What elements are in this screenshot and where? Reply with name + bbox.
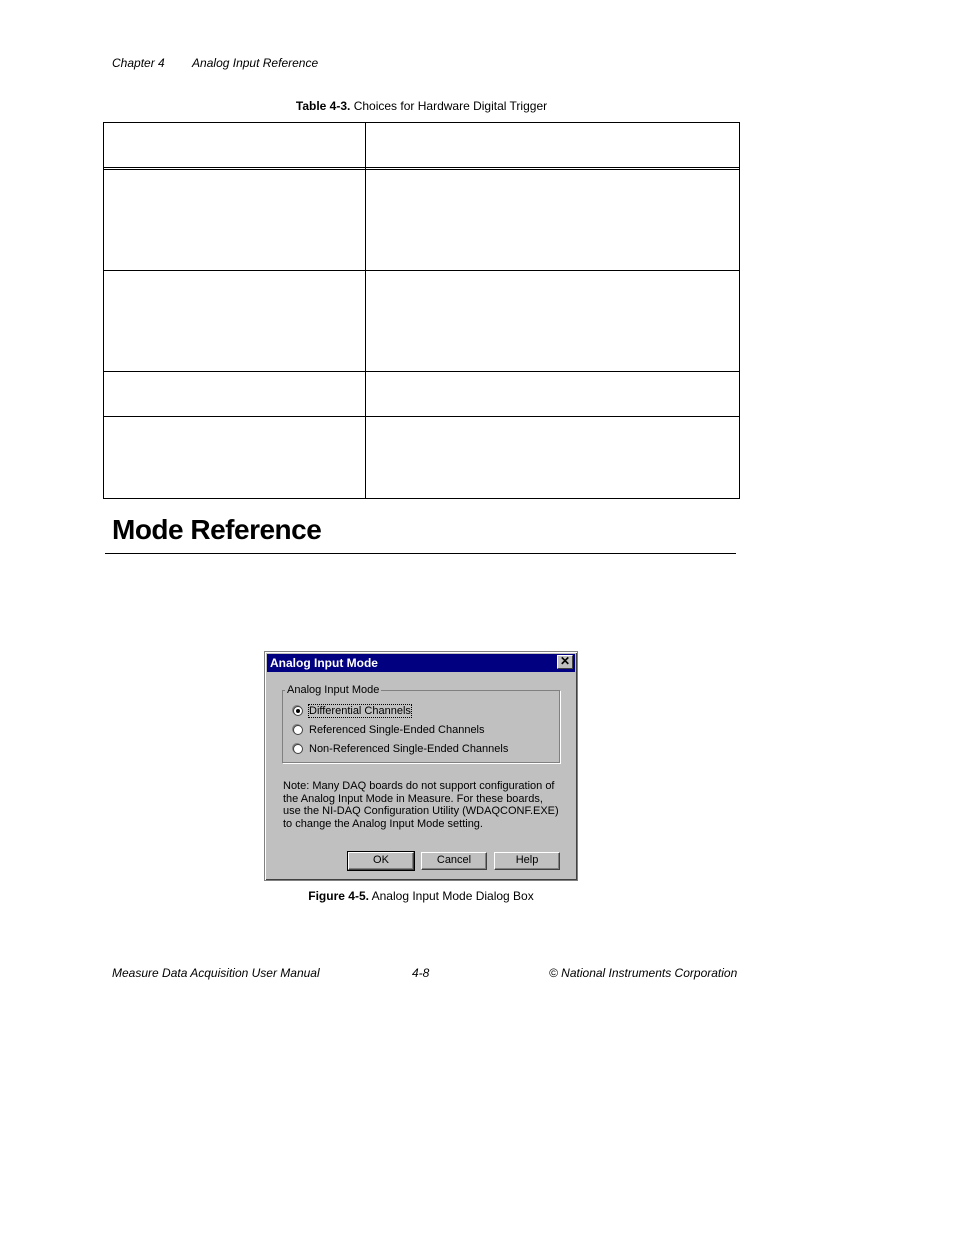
cancel-button[interactable]: Cancel [421,852,487,870]
table-row-divider [104,416,739,417]
footer-page-number: 4-8 [412,966,430,980]
section-title: Mode Reference [112,514,322,545]
footer-manual-title: Measure Data Acquisition User Manual [112,966,320,980]
table-header-divider [104,167,739,170]
radio-selected-icon[interactable] [293,706,303,716]
chapter-title: Analog Input Reference [192,56,319,70]
table-number: Table 4-3. [295,99,351,113]
figure-number: Figure 4-5. [308,889,369,903]
group-label: Analog Input Mode [287,684,380,696]
table-caption [103,99,740,113]
table-caption-text: Choices for Hardware Digital Trigger [353,99,548,113]
chapter-label: Chapter 4 [112,56,165,70]
figure-caption [264,889,578,903]
dialog-title: Analog Input Mode [270,656,378,670]
radio-label: Referenced Single-Ended Channels [309,724,485,736]
radio-differential[interactable] [293,705,411,717]
analog-input-mode-dialog [264,651,578,881]
table-row-divider [104,371,739,372]
radio-label: Differential Channels [309,705,411,717]
radio-icon[interactable] [293,744,303,754]
help-button[interactable]: Help [494,852,560,870]
radio-non-referenced-single-ended[interactable] [293,743,508,755]
radio-referenced-single-ended[interactable] [293,724,485,736]
running-head [112,56,318,70]
table-row-divider [104,270,739,271]
dialog-note: Note: Many DAQ boards do not support configuration of the Analog Input Mode in Measure. For these boards, use the NI-DAQ Configuration Utility (WDAQCONF.EXE) to change the Analog Input Mode setting. [283,780,559,830]
section-rule [105,553,736,554]
radio-icon[interactable] [293,725,303,735]
ok-button[interactable]: OK [348,852,414,870]
footer-copyright: © National Instruments Corporation [549,966,738,980]
radio-label: Non-Referenced Single-Ended Channels [309,743,509,755]
close-icon[interactable]: ✕ [557,655,573,669]
figure-caption-text: Analog Input Mode Dialog Box [371,889,534,903]
table-column-divider [365,123,366,498]
dialog-titlebar [267,654,575,672]
trigger-table [103,122,740,499]
